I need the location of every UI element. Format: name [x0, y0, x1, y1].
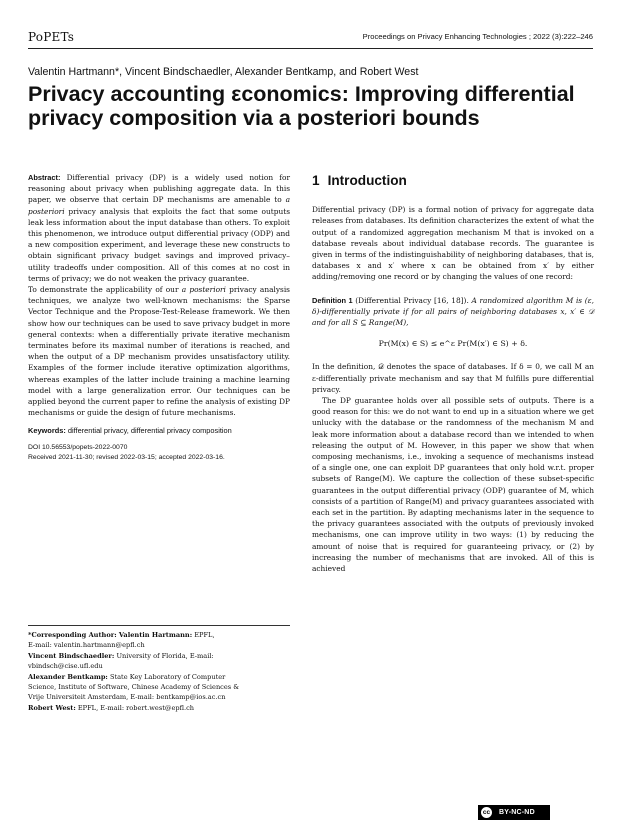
corr-line: Vrije Universiteit Amsterdam, E-mail: bentkamp@ios.ac.cn [28, 693, 226, 702]
keywords-text: differential privacy, differential privacy composition [65, 426, 232, 436]
corr-line [28, 672, 290, 682]
abstract-text: To demonstrate the applicability of our [28, 285, 182, 295]
definition-body: A randomized algorithm M is (ε, δ)-differentially private if for all pairs of neighboring databases x, x′ ∈ 𝒟 and for all S ⊆ Range(M), [312, 295, 594, 328]
section-number: 1 [312, 173, 320, 188]
proceedings-line: Proceedings on Privacy Enhancing Technologies ; 2022 (3):222–246 [362, 32, 593, 41]
intro-paragraph-1: Differential privacy (DP) is a formal notion of privacy for aggregate data releases from databases. Its definition characterizes the extent of what the output of a randomized aggregation mechanism M that is invoked on a database reveals about individual database records. The guarantee is given in terms of the indistinguishability of neighboring databases, that is, databases x and x′ where x can be obtained from x′ by either adding/removing one record or by changing the values of one record: [312, 205, 594, 282]
received-dates: Received 2021-11-30; revised 2022-03-15; accepted 2022-03-16. [28, 454, 225, 462]
intro-paragraph-3: The DP guarantee holds over all possible sets of outputs. There is a good reason for this: we do not want to end up in a situation where we get unlucky with the database or the randomness of the mechanism M and leak more information about a database record than we intended to when releasing the output of M. However, in this paper we show that when composing mechanisms, i.e., invoking a sequence of mechanisms instead of a single one, one can exploit DP guarantees that only hold w.r.t. proper subsets of Range(M). We capture the collection of these subset-specific guarantees in the output differential privacy (ODP) guarantee of M, which consists of a partition of Range(M) and privacy guarantees associated with each set in the partition. By adapting mechanisms later in the sequence to the privacy guarantees associated with the outputs of previously invoked mechanisms, one can improve utility in two ways: (1) by reducing the amount of noise that is required for guaranteeing privacy, or (2) by increasing the number of mechanisms that are invoked. All of this is achieved [312, 396, 594, 574]
keywords [28, 425, 290, 436]
corr-line [28, 630, 290, 640]
paper-title: Privacy accounting εconomics: Improving differential privacy composition via a posteriori bounds [28, 82, 575, 130]
abstract-text: privacy analysis that exploits the fact that some outputs leak less information about the input database than others. To exploit this phenomenon, we introduce output differential privacy (ODP) and a new composition experiment, and leverage these new constructs to obtain significant privacy budget savings and improved privacy–utility tradeoffs under composition. All of this comes at no cost in terms of privacy; we do not weaken the privacy guarantee. [28, 206, 290, 283]
corr-line: Science, Institute of Software, Chinese Academy of Sciences & [28, 683, 240, 692]
definition-block [312, 295, 594, 329]
corr-name: Vincent Bindschaedler: [28, 651, 115, 660]
corr-line [28, 703, 290, 713]
left-column [28, 172, 290, 463]
corr-text: State Key Laboratory of Computer [107, 672, 226, 681]
keywords-label: Keywords: [28, 426, 66, 436]
definition-label: Definition 1 [312, 295, 353, 305]
section-heading [312, 175, 594, 186]
doi: DOI 10.56553/popets-2022-0070 [28, 443, 128, 451]
intro-paragraph-2: In the definition, 𝒟 denotes the space of databases. If δ = 0, we call M an ε-differentially private mechanism and say that M fulfills pure differential privacy. [312, 362, 594, 394]
corr-text: University of Florida, E-mail: [114, 651, 214, 660]
corr-text: EPFL, E-mail: robert.west@epfl.ch [75, 703, 195, 712]
running-header [28, 30, 593, 49]
license-badge[interactable] [478, 805, 550, 820]
corr-line [28, 651, 290, 661]
right-column [312, 172, 594, 574]
abstract-paragraph-1 [28, 172, 290, 284]
dp-formula: Pr(M(x) ∈ S) ≤ e^ε Pr(M(x′) ∈ S) + δ. [378, 339, 528, 349]
abstract-emphasis: a posteriori [181, 285, 226, 295]
corr-text: EPFL, [192, 631, 215, 639]
correspondence-footnote [28, 625, 290, 713]
abstract-emphasis: a posteriori [28, 195, 290, 216]
corr-name: Alexander Bentkamp: [28, 672, 108, 681]
definition-ref: (Differential Privacy [16, 18]). [352, 295, 469, 305]
journal-name: PoPETs [28, 30, 75, 44]
corr-name: Robert West: [28, 703, 76, 712]
abstract-text: privacy analysis techniques, we analyze two well-known mechanisms: the Sparse Vector Technique and the Propose-Test-Release framework. We then show how our techniques can be used to save privacy budget in more general contexts: when a differentially private iterative mechanism terminates before its maximal number of iterations is reached, and when the output of a DP mechanism provides unsatisfactory utility. Examples of the former include iterative optimization algorithms, whereas examples of the latter include training a machine learning model with a large generalization error. Our techniques can be applied beyond the current paper to refine the analysis of existing DP mechanisms or guide the design of future mechanisms. [28, 285, 290, 418]
corr-line: E-mail: valentin.hartmann@epfl.ch [28, 641, 145, 650]
author-list: Valentin Hartmann*, Vincent Bindschaedler, Alexander Bentkamp, and Robert West [28, 66, 419, 78]
abstract-label: Abstract: [28, 173, 61, 182]
section-title: Introduction [327, 173, 407, 188]
cc-icon: cc [480, 806, 493, 819]
corr-name: *Corresponding Author: Valentin Hartmann: [28, 631, 193, 639]
corr-line: vbindsch@cise.ufl.edu [28, 662, 103, 671]
abstract-text: Differential privacy (DP) is a widely used notion for reasoning about privacy when publishing aggregate data. In this paper, we observe that certain DP mechanisms are amenable to [28, 173, 290, 205]
doi-block [28, 443, 290, 464]
abstract-paragraph-2 [28, 284, 290, 418]
license-text: BY-NC-ND [499, 809, 535, 816]
